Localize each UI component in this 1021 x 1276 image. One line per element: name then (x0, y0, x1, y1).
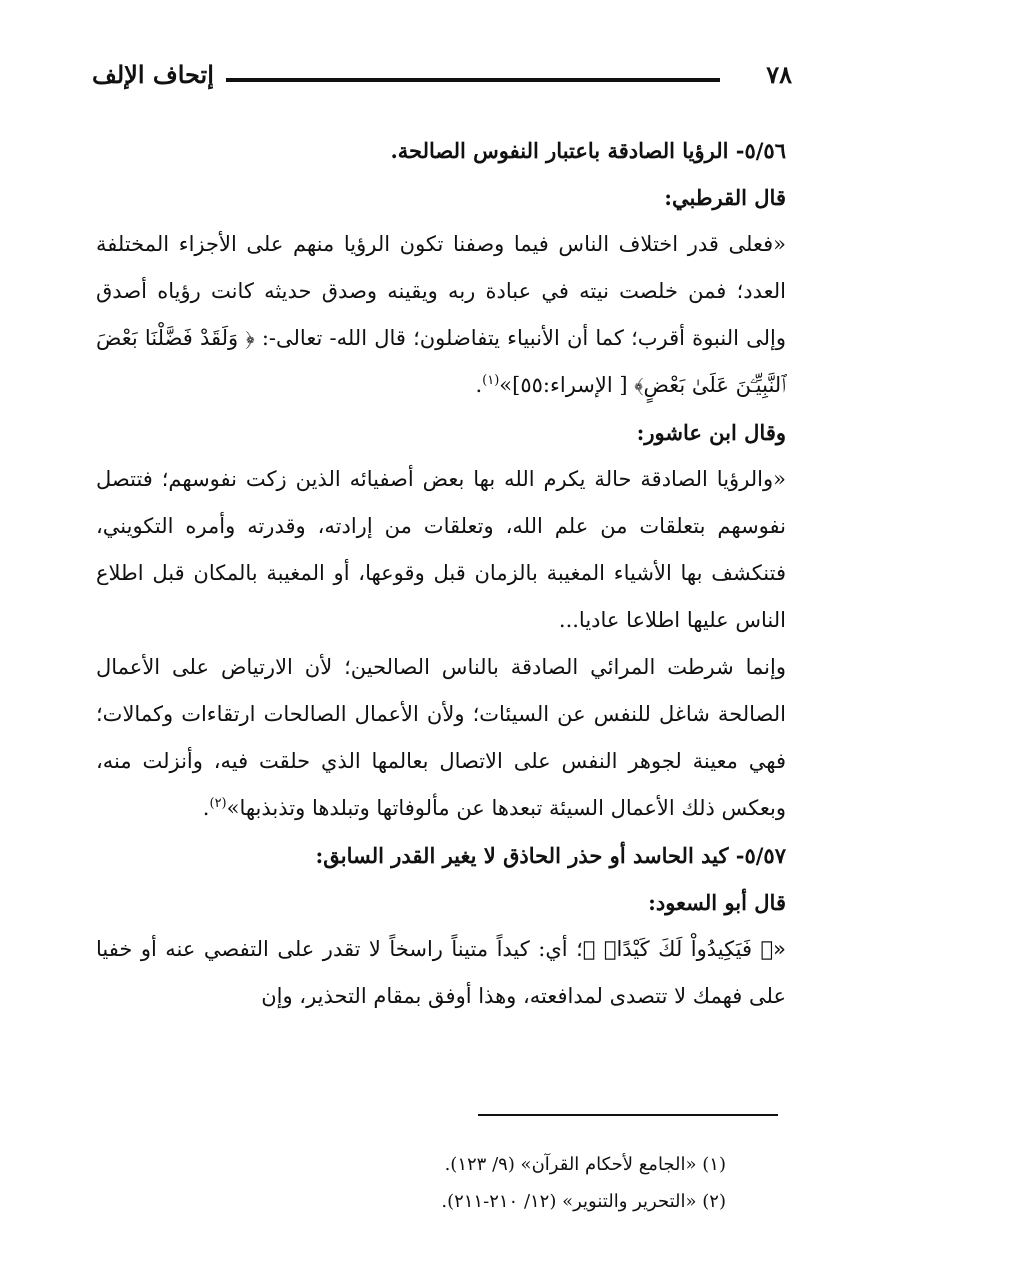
footnote-2: (٢) «التحرير والتنوير» (١٢/ ٢١٠-٢١١). (441, 1191, 726, 1212)
quote-intro-qurtubi: قال القرطبي: (664, 185, 786, 210)
quote-intro-ibn-ashur: وقال ابن عاشور: (636, 420, 786, 445)
quote-abu-saud (96, 926, 786, 1020)
footnote-ref-1: (١) (482, 373, 500, 388)
quote-qurtubi: «فعلى قدر اختلاف الناس فيما وصفنا تكون الرؤيا منهم على الأجزاء المختلفة العدد؛ فمن خلصت نيته في عبادة ربه ويقينه وصدق حديثه كانت رؤياه أصدق وإلى النبوة أقرب؛ كما أن الأنبياء يتفاضلون؛ قال الله- تعالى-: ﴿ وَلَقَدْ فَضَّلْنَا بَعْضَ ٱلنَّبِيِّـۧنَ عَلَىٰ بَعْضٍ﴾ [ الإسراء:٥٥]»$^{(١)}$. (96, 232, 786, 397)
quote-ibn-ashur-2-text: وإنما شرطت المرائي الصادقة بالناس الصالحين؛ لأن الارتياض على الأعمال الصالحة شاغل للنفس عن السيئات؛ ولأن الأعمال الصالحات ارتقاءات وكمالات؛ فهي معينة لجوهر النفس على الاتصال بعالمها الذي حلقت فيه، وأنزلت منه، وبعكس ذلك الأعمال السيئة تبعدها عن مألوفاتها وتبلدها وتذبذبها» (96, 655, 786, 820)
footnote-1: (١) «الجامع لأحكام القرآن» (٩/ ١٢٣). (444, 1154, 726, 1175)
page-header (92, 60, 792, 100)
header-rule (226, 78, 720, 82)
section-heading-57: ٥/٥٧- كيد الحاسد أو حذر الحاذق لا يغير القدر السابق: (315, 843, 786, 868)
page-number: ٧٨ (766, 60, 792, 89)
page-body (96, 127, 786, 1020)
quote-abu-saud-text: ؛ أي: كيداً متيناً راسخاً لا تقدر على التفصي عنه أو خفيا على فهمك لا تتصدى لمدافعته، وهذا أوفق بمقام التحذير، وإن (96, 937, 786, 1008)
footnote-ref-2: (٢) (209, 796, 227, 811)
quote-qurtubi-text: «فعلى قدر اختلاف الناس فيما وصفنا تكون الرؤيا منهم على الأجزاء المختلفة العدد؛ فمن خلصت نيته في عبادة ربه ويقينه وصدق حديثه كانت رؤياه أصدق وإلى النبوة أقرب؛ كما أن الأنبياء يتفاضلون؛ قال الله- تعالى-: (96, 232, 786, 350)
footnotes (300, 1146, 726, 1220)
quote-ibn-ashur-2: وإنما شرطت المرائي الصادقة بالناس الصالحين؛ لأن الارتياض على الأعمال الصالحة شاغل للنفس عن السيئات؛ ولأن الأعمال الصالحات ارتقاءات وكمالات؛ فهي معينة لجوهر النفس على الاتصال بعالمها الذي حلقت فيه، وأنزلت منه، وبعكس ذلك الأعمال السيئة تبعدها عن مألوفاتها وتبلدها وتذبذبها»$^{(٢)}$. (96, 655, 786, 820)
quran-verse-yusuf: «﴿ فَيَكِيدُواْ لَكَ كَيْدًاۖ ﴾ (582, 937, 786, 961)
footnote-separator (478, 1114, 778, 1116)
quran-verse-isra: ﴿ وَلَقَدْ فَضَّلْنَا بَعْضَ ٱلنَّبِيِّـۧنَ عَلَىٰ بَعْضٍ﴾ (96, 326, 786, 397)
verse-citation: [ الإسراء:٥٥]» (499, 373, 628, 397)
quote-intro-abu-saud: قال أبو السعود: (648, 890, 786, 915)
section-heading-56: ٥/٥٦- الرؤيا الصادقة باعتبار النفوس الصالحة. (390, 138, 786, 163)
running-title: إتحاف الإلف (92, 60, 214, 89)
quote-ibn-ashur-1: «والرؤيا الصادقة حالة يكرم الله بها بعض أصفيائه الذين زكت نفوسهم؛ فتتصل نفوسهم بتعلقات من علم الله، وتعلقات من إرادته، وقدرته وأمره التكويني، فتنكشف بها الأشياء المغيبة بالزمان قبل وقوعها، أو المغيبة بالمكان قبل اطلاع الناس عليها اطلاعا عاديا... (96, 467, 786, 632)
